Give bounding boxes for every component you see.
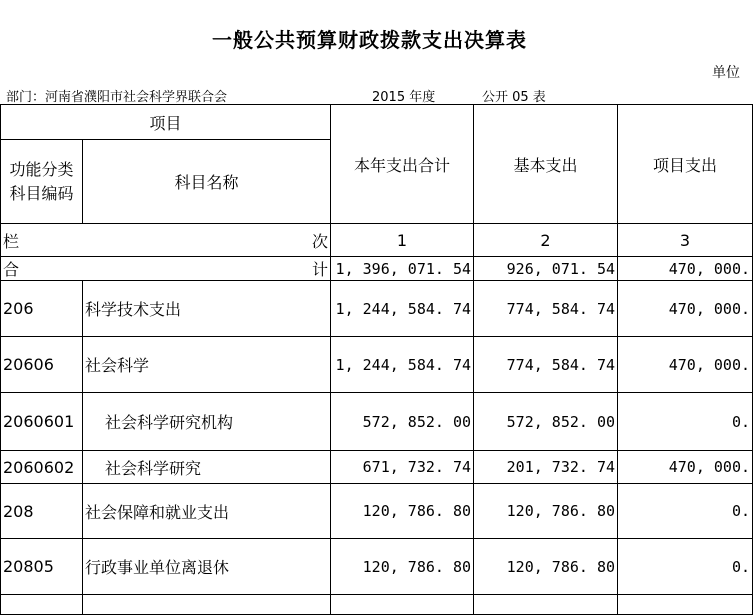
table-row	[1, 595, 753, 615]
empty-cell	[83, 595, 331, 615]
header-total: 本年支出合计	[331, 105, 474, 224]
row-name: 社会科学研究	[83, 451, 331, 484]
row-total: 120, 786. 80	[331, 539, 474, 595]
row-code: 2060602	[1, 451, 83, 484]
header-subject-name: 科目名称	[83, 140, 331, 224]
empty-cell	[618, 595, 753, 615]
total-project: 470, 000.	[618, 257, 753, 281]
row-basic: 201, 732. 74	[474, 451, 618, 484]
row-basic: 774, 584. 74	[474, 337, 618, 393]
row-project: 470, 000.	[618, 451, 753, 484]
row-total: 120, 786. 80	[331, 484, 474, 539]
row-basic: 120, 786. 80	[474, 484, 618, 539]
department-label: 部门：河南省濮阳市社会科学界联合会	[6, 90, 228, 105]
line-col-2: 2	[474, 224, 618, 257]
header-item: 项目	[1, 105, 331, 140]
empty-cell	[331, 595, 474, 615]
row-total: 572, 852. 00	[331, 393, 474, 451]
row-code: 20606	[1, 337, 83, 393]
row-name: 社会科学	[83, 337, 331, 393]
unit-label: 单位	[712, 65, 740, 81]
row-code: 20805	[1, 539, 83, 595]
total-label-cell: 合 计	[1, 257, 331, 281]
line-label-cell: 栏 次	[1, 224, 331, 257]
row-name: 行政事业单位离退休	[83, 539, 331, 595]
row-total: 671, 732. 74	[331, 451, 474, 484]
table-row	[1, 393, 753, 451]
report-title: 一般公共预算财政拨款支出决算表	[212, 28, 527, 52]
row-code: 2060601	[1, 393, 83, 451]
row-project: 0.	[618, 484, 753, 539]
total-basic: 926, 071. 54	[474, 257, 618, 281]
row-total: 1, 244, 584. 74	[331, 281, 474, 337]
row-basic: 774, 584. 74	[474, 281, 618, 337]
table-number: 公开 05 表	[482, 90, 546, 105]
row-basic: 572, 852. 00	[474, 393, 618, 451]
row-code: 206	[1, 281, 83, 337]
row-name: 社会保障和就业支出	[83, 484, 331, 539]
table-row	[1, 484, 753, 539]
row-project: 0.	[618, 393, 753, 451]
row-total: 1, 244, 584. 74	[331, 337, 474, 393]
row-project: 0.	[618, 539, 753, 595]
row-project: 470, 000.	[618, 281, 753, 337]
total-amount: 1, 396, 071. 54	[331, 257, 474, 281]
row-code: 208	[1, 484, 83, 539]
row-name: 科学技术支出	[83, 281, 331, 337]
expenditure-table	[0, 104, 753, 615]
line-number-row	[1, 224, 753, 257]
line-col-1: 1	[331, 224, 474, 257]
table-row	[1, 337, 753, 393]
row-name: 社会科学研究机构	[83, 393, 331, 451]
line-col-3: 3	[618, 224, 753, 257]
row-project: 470, 000.	[618, 337, 753, 393]
table-row	[1, 281, 753, 337]
empty-cell	[1, 595, 83, 615]
header-project: 项目支出	[618, 105, 753, 224]
header-basic: 基本支出	[474, 105, 618, 224]
header-func-code: 功能分类 科目编码	[1, 140, 83, 224]
table-row	[1, 451, 753, 484]
table-row	[1, 539, 753, 595]
empty-cell	[474, 595, 618, 615]
row-basic: 120, 786. 80	[474, 539, 618, 595]
total-row	[1, 257, 753, 281]
fiscal-year: 2015 年度	[372, 90, 436, 105]
